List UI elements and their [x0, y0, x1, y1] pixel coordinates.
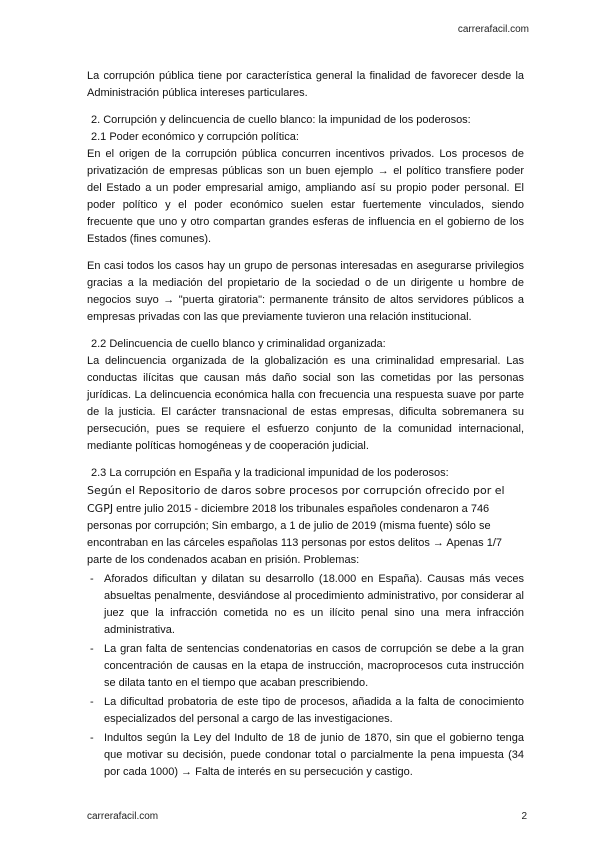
list-item: [87, 694, 524, 728]
list-item-text: La dificultad probatoria de este tipo de procesos, añadida a la falta de conocimiento especializados del personal a cargo de las investigaciones.: [104, 696, 524, 725]
section-2-2-heading: 2.2 Delincuencia de cuello blanco y criminalidad organizada:: [91, 338, 386, 350]
repository-source-text: Según el Repositorio de daros sobre procesos por corrupción ofrecido por el CGPJ: [87, 484, 505, 515]
intro-paragraph: La corrupción pública tiene por característica general la finalidad de favorecer desde la Administración pública intereses particulares.: [87, 70, 524, 99]
list-item-text: Indultos según la Ley del Indulto de 18 de junio de 1870, sin que el gobierno tenga que motivar su decisión, puede condonar total o parcialmente la pena impuesta (34 por cada 1000) → Falta de interés en su persecución y castigo.: [104, 732, 524, 778]
dash-bullet: -: [90, 696, 94, 708]
list-item: [87, 730, 524, 781]
section-2-1-paragraph-2: En casi todos los casos hay un grupo de personas interesadas en asegurarse privilegios gracias a la mediación del propietario de la sociedad o de un dirigente u hombre de negocios suyo → "puerta giratoria": permanente tránsito de altos servidores públicos a empresas privadas con las que previamente tuvieron una relación institucional.: [87, 260, 524, 323]
footer-site-name: carrerafacil.com: [87, 811, 159, 822]
page-number: 2: [521, 811, 527, 822]
conviction-statistics-text: entre julio 2015 - diciembre 2018 los tribunales españoles condenaron a 746 personas por corrupción; Sin embargo, a 1 de julio de 2019 (misma fuente) sólo se encontraban en las cárceles españolas 113 personas por estos delitos → Apenas 1/7 parte de los condenados acaban en prisión. Problemas:: [87, 503, 503, 566]
list-item-text: La gran falta de sentencias condenatorias en casos de corrupción se debe a la gran concentración de causas en la etapa de instrucción, macroprocesos cuta instrucción se dilata tanto en el tiempo que acaban prescribiendo.: [104, 643, 524, 689]
section-2-heading: 2. Corrupción y delincuencia de cuello blanco: la impunidad de los poderosos:: [91, 114, 471, 126]
section-2-1-heading: 2.1 Poder económico y corrupción política:: [91, 131, 299, 143]
list-item: [87, 641, 524, 692]
dash-bullet: -: [90, 643, 94, 655]
header-site-name: carrerafacil.com: [457, 24, 529, 35]
section-2-3-paragraph-1: [87, 482, 524, 569]
dash-bullet: -: [90, 573, 94, 585]
document-body: [87, 68, 524, 781]
section-2-3-heading: 2.3 La corrupción en España y la tradicional impunidad de los poderosos:: [91, 467, 449, 479]
section-2-1-paragraph-1: En el origen de la corrupción pública concurren incentivos privados. Los procesos de privatización de empresas públicas son un buen ejemplo → el político transfiere poder del Estado a un poder empresarial amigo, ampliando así su propio poder personal. El poder político y el poder económico suelen estar fuertemente vinculados, siendo frecuente que uno y otro compartan grandes esferas de influencia en el gobierno de los Estados (fines comunes).: [87, 148, 524, 245]
section-2-2-paragraph-1: La delincuencia organizada de la globalización es una criminalidad empresarial. Las conductas ilícitas que causan más daño social son las cometidas por las personas jurídicas. La delincuencia económica halla con frecuencia una respuesta suave por parte de la justicia. El carácter transnacional de estas empresas, dificulta sobremanera su persecución, pues se requiere el esfuerzo conjunto de la comunidad internacional, mediante políticas homogéneas y de cooperación judicial.: [87, 355, 524, 452]
list-item: [87, 571, 524, 639]
list-item-text: Aforados dificultan y dilatan su desarrollo (18.000 en España). Causas más veces absueltas penalmente, desviándose al procedimiento administrativo, por considerar al juez que la infracción cometida no es un ilícito penal sino una mera infracción administrativa.: [104, 573, 524, 636]
dash-bullet: -: [90, 732, 94, 744]
problems-list: [87, 571, 524, 781]
